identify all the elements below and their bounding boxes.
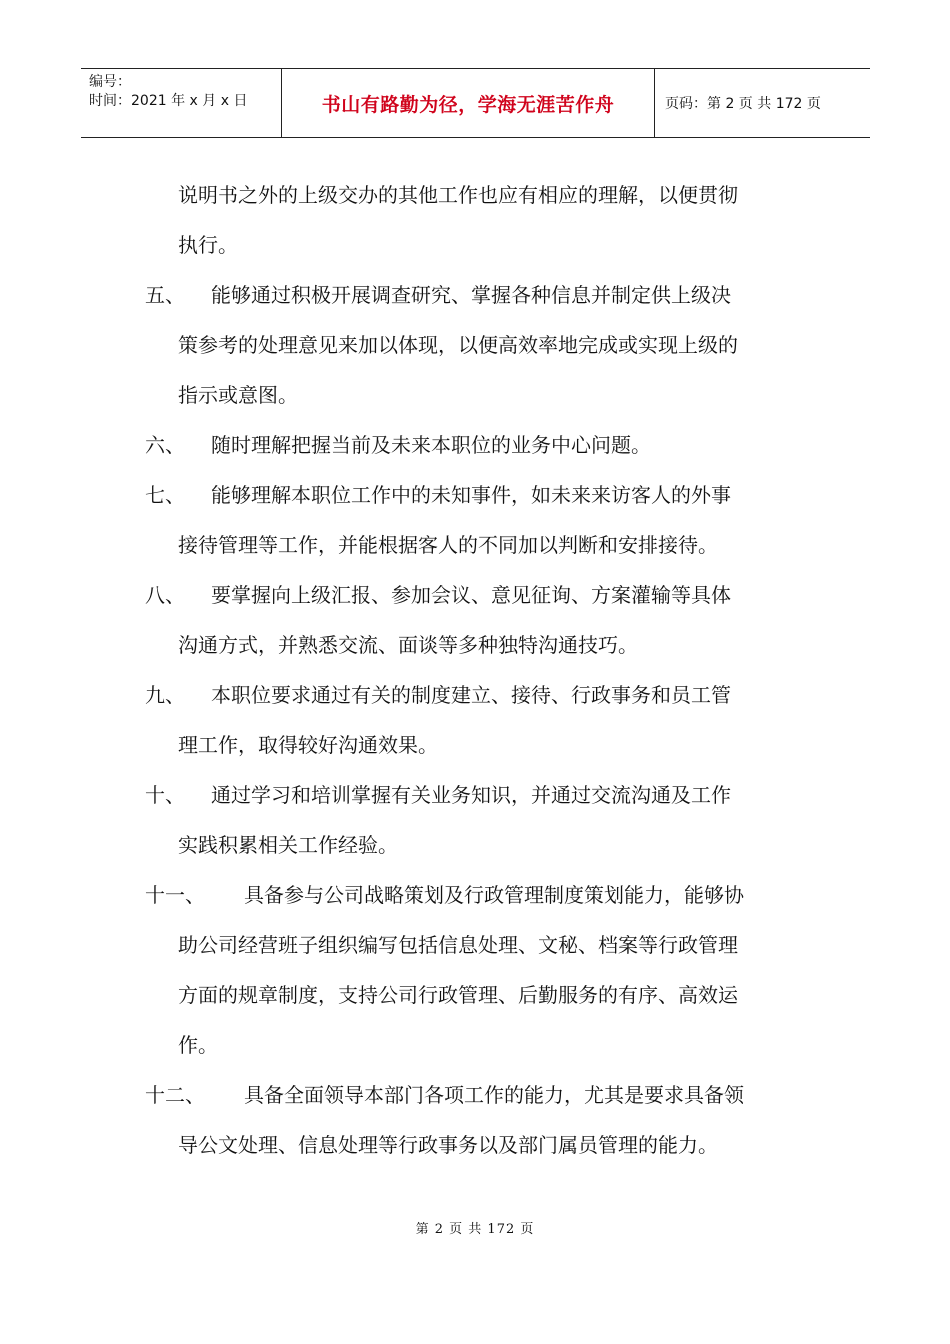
header-meta <box>81 69 282 137</box>
page-footer: 第 2 页 共 172 页 <box>415 1222 535 1237</box>
paragraph-line: 理工作，取得较好沟通效果。 <box>178 733 438 757</box>
paragraph-line: 通过学习和培训掌握有关业务知识，并通过交流沟通及工作 <box>211 783 731 807</box>
list-item-number: 九、 <box>145 683 185 707</box>
paragraph-line: 能够通过积极开展调查研究、掌握各种信息并制定供上级决 <box>211 283 731 307</box>
paragraph-line: 沟通方式，并熟悉交流、面谈等多种独特沟通技巧。 <box>178 633 638 657</box>
header-page-indicator: 页码：第 2 页 共 172 页 <box>665 96 821 112</box>
document-date: 时间：2021 年 x 月 x 日 <box>89 93 248 109</box>
paragraph-line: 执行。 <box>178 233 238 257</box>
paragraph-line: 具备全面领导本部门各项工作的能力，尤其是要求具备领 <box>244 1083 744 1107</box>
list-item-6 <box>145 420 825 470</box>
list-item-number: 五、 <box>145 283 185 307</box>
paragraph-line: 具备参与公司战略策划及行政管理制度策划能力，能够协 <box>244 883 744 907</box>
list-item-7 <box>145 470 825 570</box>
header-motto: 书山有路勤为径，学海无涯苦作舟 <box>282 69 655 137</box>
paragraph-line: 说明书之外的上级交办的其他工作也应有相应的理解，以便贯彻 <box>178 183 738 207</box>
list-item-8 <box>145 570 825 670</box>
paragraph-line: 指示或意图。 <box>178 383 298 407</box>
list-item-10 <box>145 770 825 870</box>
paragraph-line: 接待管理等工作，并能根据客人的不同加以判断和安排接待。 <box>178 533 718 557</box>
paragraph-line: 实践积累相关工作经验。 <box>178 833 398 857</box>
list-item-number: 七、 <box>145 483 185 507</box>
paragraph-line: 要掌握向上级汇报、参加会议、意见征询、方案灌输等具体 <box>211 583 731 607</box>
list-item-number: 八、 <box>145 583 185 607</box>
paragraph-line: 策参考的处理意见来加以体现，以便高效率地完成或实现上级的 <box>178 333 738 357</box>
paragraph-line: 助公司经营班子组织编写包括信息处理、文秘、档案等行政管理 <box>178 933 738 957</box>
document-number-label: 编号： <box>89 74 131 90</box>
paragraph-line: 能够理解本职位工作中的未知事件，如未来来访客人的外事 <box>211 483 731 507</box>
list-item-9 <box>145 670 825 770</box>
paragraph-line: 导公文处理、信息处理等行政事务以及部门属员管理的能力。 <box>178 1133 718 1157</box>
document-body <box>145 170 825 1170</box>
page-header <box>81 68 870 138</box>
list-item-number: 十一、 <box>145 883 205 907</box>
list-item-number: 十二、 <box>145 1083 205 1107</box>
paragraph-line: 作。 <box>178 1033 218 1057</box>
paragraph-continuation <box>145 170 825 270</box>
list-item-number: 十、 <box>145 783 185 807</box>
list-item-12 <box>145 1070 825 1170</box>
list-item-11 <box>145 870 825 1070</box>
list-item-5 <box>145 270 825 420</box>
list-item-number: 六、 <box>145 433 185 457</box>
paragraph-line: 方面的规章制度，支持公司行政管理、后勤服务的有序、高效运 <box>178 983 738 1007</box>
paragraph-line: 随时理解把握当前及未来本职位的业务中心问题。 <box>211 433 651 457</box>
paragraph-line: 本职位要求通过有关的制度建立、接待、行政事务和员工管 <box>211 683 731 707</box>
